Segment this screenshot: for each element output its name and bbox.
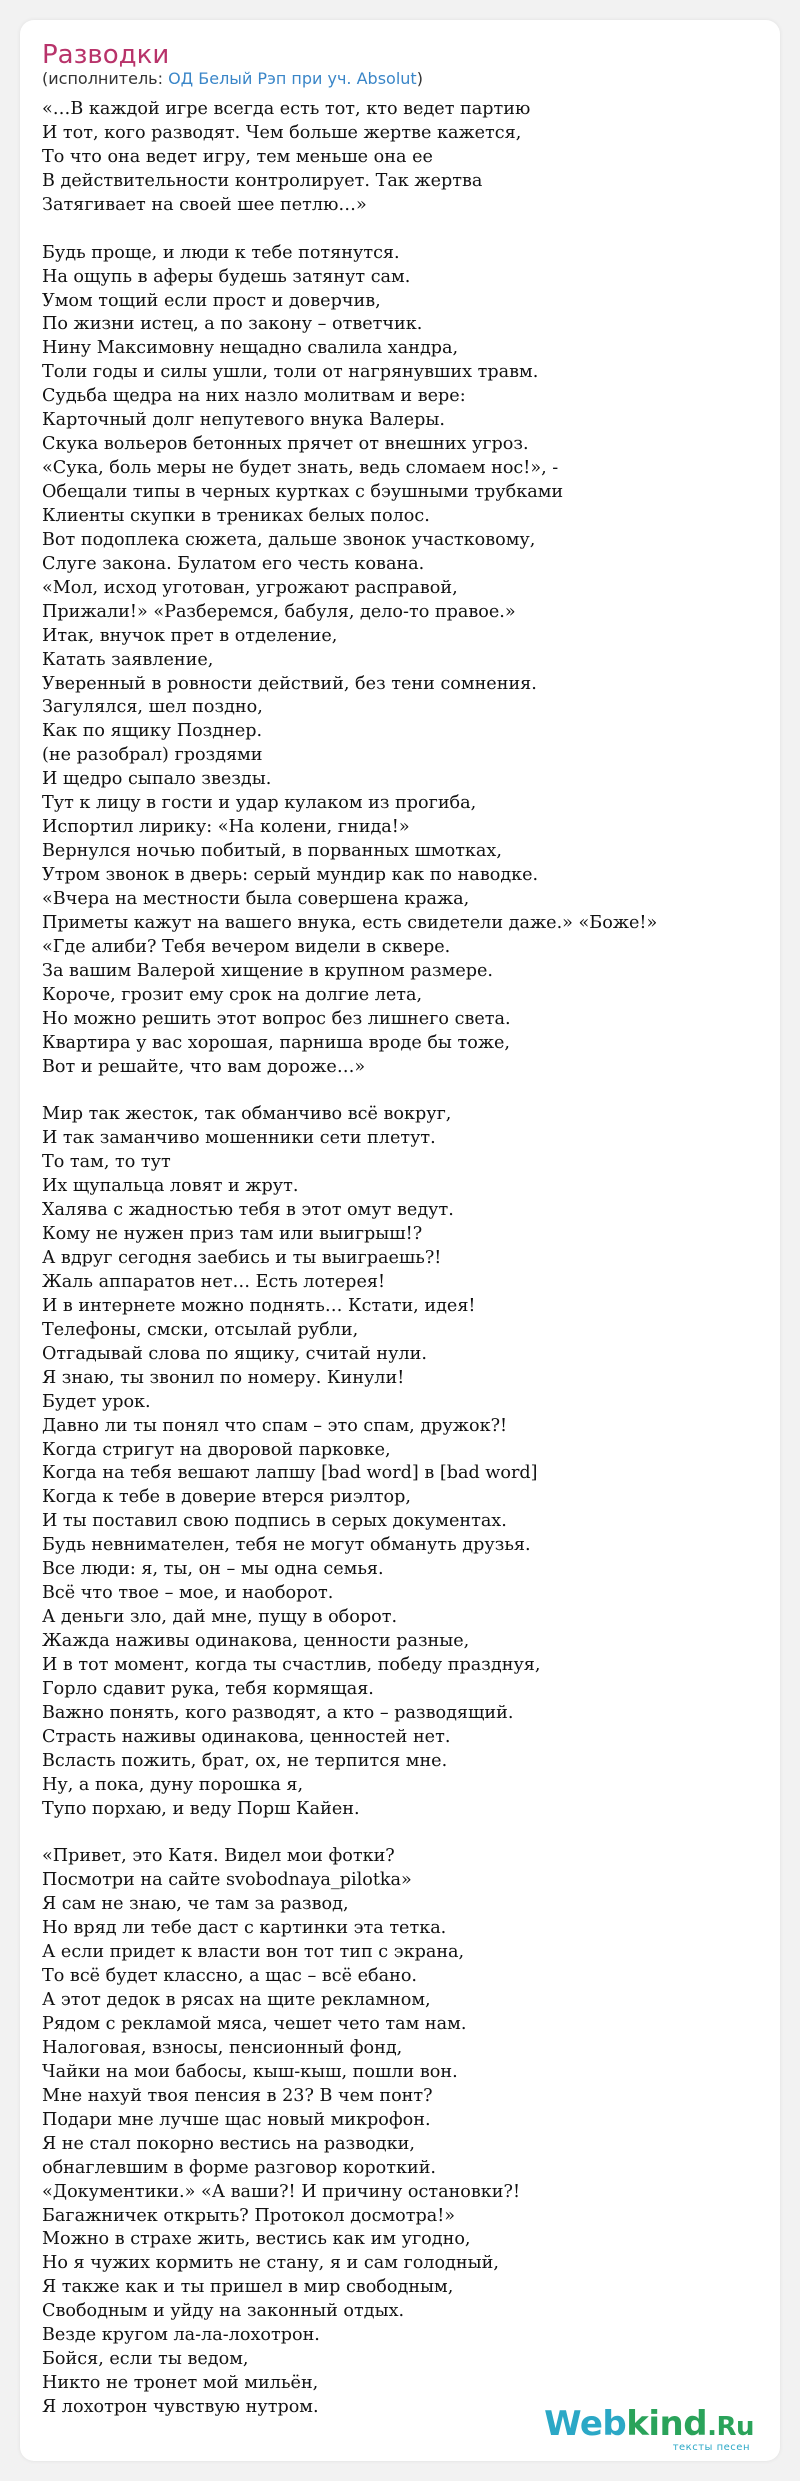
lyric-line: Судьба щедра на них назло молитвам и вере: (42, 386, 466, 407)
artist-suffix: ) (416, 69, 423, 88)
lyric-line: А этот дедок в рясах на щите рекламном, (42, 1990, 431, 2011)
stanza-break (42, 1822, 762, 1846)
lyric-line: Свободным и уйду на законный отдых. (42, 2301, 405, 2322)
lyric-line: Слуге закона. Булатом его честь кована. (42, 553, 425, 574)
artist-prefix: (исполнитель: (42, 69, 169, 88)
lyric-line: И в интернете можно поднять… Кстати, идея! (42, 1295, 476, 1316)
lyric-line: Будет урок. (42, 1391, 151, 1412)
lyric-line: «Вчера на местности была совершена кража, (42, 888, 470, 909)
lyric-line: Когда на тебя вешают лапшу [bad word] в [bad word] (42, 1463, 538, 1484)
lyric-line: Налоговая, взносы, пенсионный фонд, (42, 2037, 403, 2058)
lyric-line: Клиенты скупки в трениках белых полос. (42, 505, 430, 526)
webkind-logo[interactable] (544, 2405, 754, 2453)
artist-link[interactable]: ОД Белый Рэп при уч. Absolut (168, 69, 417, 88)
lyric-line: Подари мне лучше щас новый микрофон. (42, 2109, 431, 2130)
lyric-line: Кому не нужен приз там или выигрыш!? (42, 1224, 423, 1245)
lyric-line: Ну, а пока, дуну порошка я, (42, 1774, 304, 1795)
lyric-line: Телефоны, смски, отсылай рубли, (42, 1319, 359, 1340)
lyric-line: В действительности контролирует. Так жертва (42, 170, 483, 191)
lyric-line: Жажда наживы одинакова, ценности разные, (42, 1631, 470, 1651)
lyrics-card (20, 20, 780, 2461)
lyric-line: Мне нахуй твоя пенсия в 23? В чем понт? (42, 2085, 433, 2106)
lyric-line: Утром звонок в дверь: серый мундир как по наводке. (42, 865, 539, 885)
logo-wordmark (544, 2405, 754, 2446)
lyric-line: Затягивает на своей шее петлю…» (42, 194, 367, 215)
lyric-line: Все люди: я, ты, он – мы одна семья. (42, 1559, 384, 1580)
lyric-line: Уверенный в ровности действий, без тени сомнения. (42, 673, 537, 694)
lyric-line: Тут к лицу в гости и удар кулаком из прогиба, (42, 793, 477, 814)
lyric-line: Катать заявление, (42, 649, 214, 670)
lyric-line: Я не стал покорно вестись на разводки, (42, 2133, 415, 2154)
lyric-line: «Сука, боль меры не будет знать, ведь сломаем нос!», - (42, 458, 559, 479)
lyric-line: «Документики.» «А ваши?! И причину остановки?! (42, 2181, 521, 2202)
logo-part-ru: .Ru (707, 2412, 754, 2442)
lyric-line: Карточный долг непутевого внука Валеры. (42, 410, 445, 431)
lyric-line: Мир так жесток, так обманчиво всё вокруг, (42, 1104, 452, 1125)
lyric-line: Когда стригут на дворовой парковке, (42, 1439, 391, 1460)
lyric-line: Всё что твое – мое, и наоборот. (42, 1583, 334, 1604)
lyric-line: Всласть пожить, брат, ох, не терпится мне. (42, 1750, 448, 1771)
lyric-line: Бойся, если ты ведом, (42, 2349, 249, 2370)
lyric-line: Но вряд ли тебе даст с картинки эта тетка. (42, 1918, 447, 1939)
lyric-line: Загулялся, шел поздно, (42, 697, 263, 718)
lyric-line: Обещали типы в черных куртках с бэушными трубками (42, 482, 564, 502)
lyric-line: Багажничек открыть? Протокол досмотра!» (42, 2205, 456, 2226)
lyric-line: И тот, кого разводят. Чем больше жертве кажется, (42, 122, 522, 143)
lyric-line: Как по ящику Позднер. (42, 721, 263, 742)
lyric-line: И в тот момент, когда ты счастлив, победу празднуя, (42, 1654, 541, 1675)
artist-line (42, 68, 423, 90)
lyric-line: Приметы кажут на вашего внука, есть свидетели даже.» «Боже!» (42, 912, 658, 933)
lyric-line: Посмотри на сайте svobodnaya_pilotka» (42, 1870, 412, 1891)
lyric-line: Я также как и ты пришел в мир свободным, (42, 2277, 454, 2298)
lyric-line: Толи годы и силы ушли, толи от нагрянувших травм. (42, 362, 539, 383)
song-title: Разводки (42, 40, 170, 70)
lyric-line: Но я чужих кормить не стану, я и сам голодный, (42, 2253, 499, 2274)
lyric-line: Отгадывай слова по ящику, считай нули. (42, 1343, 427, 1364)
stanza-break (42, 218, 762, 242)
lyric-line: Их щупальца ловят и жрут. (42, 1176, 299, 1197)
lyric-line: Горло сдавит рука, тебя кормящая. (42, 1678, 374, 1699)
lyric-line: Я знаю, ты звонил по номеру. Кинули! (42, 1367, 405, 1388)
lyric-line: Будь невнимателен, тебя не могут обмануть друзья. (42, 1535, 531, 1556)
lyric-line: Умом тощий если прост и доверчив, (42, 290, 381, 311)
lyric-line: «Где алиби? Тебя вечером видели в сквере. (42, 936, 451, 957)
lyric-line: На ощупь в аферы будешь затянут сам. (42, 266, 411, 287)
lyric-line: Прижали!» «Разберемся, бабуля, дело-то правое.» (42, 601, 516, 622)
lyric-line: Вернулся ночью побитый, в порванных шмотках, (42, 841, 502, 862)
lyric-line: За вашим Валерой хищение в крупном размере. (42, 960, 493, 981)
lyric-line: Чайки на мои бабосы, кыш-кыш, пошли вон. (42, 2061, 458, 2082)
lyric-line: Будь проще, и люди к тебе потянутся. (42, 242, 400, 263)
lyric-line: То всё будет классно, а щас – всё ебано. (42, 1966, 418, 1987)
lyric-line: То что она ведет игру, тем меньше она ее (42, 146, 433, 167)
lyric-line: Тупо порхаю, и веду Порш Кайен. (42, 1798, 360, 1819)
logo-part-web: Web (544, 2404, 627, 2444)
lyric-line: Везде кругом ла-ла-лохотрон. (42, 2325, 320, 2346)
lyric-line: Испортил лирику: «На колени, гнида!» (42, 817, 410, 838)
lyric-line: Я сам не знаю, че там за развод, (42, 1894, 349, 1915)
lyric-line: И ты поставил свою подпись в серых документах. (42, 1511, 507, 1532)
lyric-line: Важно понять, кого разводят, а кто – разводящий. (42, 1702, 514, 1723)
lyric-line: Давно ли ты понял что спам – это спам, дружок?! (42, 1415, 508, 1436)
lyric-line: Когда к тебе в доверие втерся риэлтор, (42, 1487, 411, 1508)
lyric-line: Можно в страхе жить, вестись как им угодно, (42, 2229, 471, 2250)
lyric-line: Нину Максимовну нещадно свалила хандра, (42, 338, 459, 359)
lyric-line: Вот и решайте, что вам дороже…» (42, 1056, 366, 1077)
lyric-line: И так заманчиво мошенники сети плетут. (42, 1128, 436, 1149)
logo-part-kind: kind (626, 2404, 708, 2444)
lyric-line: А вдруг сегодня заебись и ты выиграешь?! (42, 1248, 442, 1268)
lyric-line: По жизни истец, а по закону – ответчик. (42, 314, 423, 335)
lyric-line: Никто не тронет мой мильён, (42, 2373, 319, 2394)
lyric-line: А если придет к власти вон тот тип с экрана, (42, 1942, 465, 1963)
lyric-line: обнаглевшим в форме разговор короткий. (42, 2157, 437, 2178)
lyric-line: Страсть наживы одинакова, ценностей нет. (42, 1726, 451, 1747)
lyric-line: (не разобрал) гроздями (42, 745, 263, 766)
lyric-line: Скука вольеров бетонных прячет от внешних угроз. (42, 434, 529, 455)
lyric-line: Я лохотрон чувствую нутром. (42, 2397, 319, 2417)
logo-tagline: тексты песен (672, 2442, 750, 2453)
lyric-line: То там, то тут (42, 1152, 171, 1173)
lyric-line: И щедро сыпало звезды. (42, 769, 272, 790)
lyric-line: Халява с жадностью тебя в этот омут ведут. (42, 1200, 454, 1221)
lyric-line: Короче, грозит ему срок на долгие лета, (42, 984, 423, 1005)
lyric-line: Квартира у вас хорошая, парниша вроде бы тоже, (42, 1032, 511, 1053)
lyrics-text (42, 98, 762, 2420)
lyric-line: «…В каждой игре всегда есть тот, кто ведет партию (42, 99, 531, 119)
lyric-line: «Привет, это Катя. Видел мои фотки? (42, 1846, 395, 1867)
lyric-line: Итак, внучок прет в отделение, (42, 625, 338, 646)
lyric-line: Жаль аппаратов нет… Есть лотерея! (42, 1271, 386, 1292)
lyric-line: Рядом с рекламой мяса, чешет чето там нам. (42, 2014, 467, 2034)
stanza-break (42, 1079, 762, 1103)
lyric-line: А деньги зло, дай мне, пущу в оборот. (42, 1607, 398, 1628)
lyric-line: Но можно решить этот вопрос без лишнего света. (42, 1008, 511, 1029)
lyric-line: Вот подоплека сюжета, дальше звонок участковому, (42, 529, 536, 550)
lyric-line: «Мол, исход уготован, угрожают расправой, (42, 577, 458, 598)
